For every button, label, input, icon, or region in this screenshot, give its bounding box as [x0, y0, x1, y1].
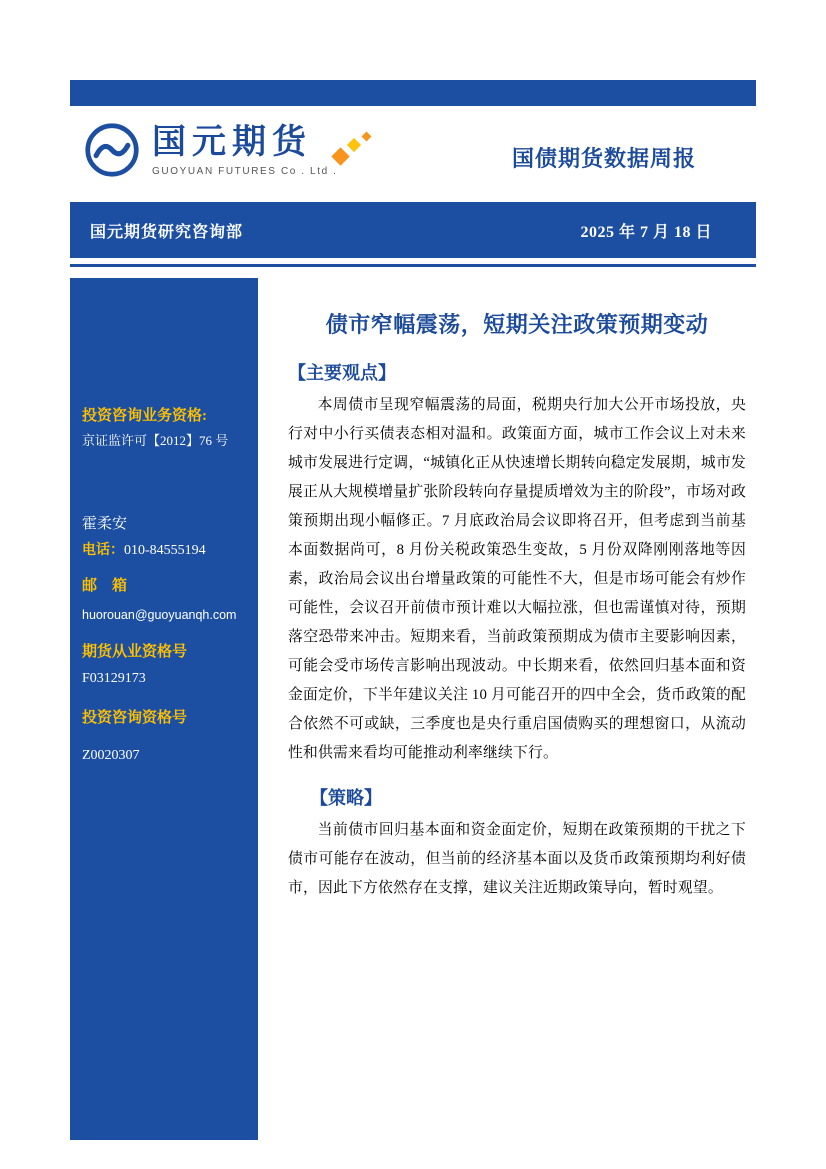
advisor-cert-label: 投资咨询资格号 — [82, 710, 188, 726]
section-heading-strategy: 【策略】 — [310, 788, 382, 808]
report-type-title: 国债期货数据周报 — [511, 146, 696, 171]
diamond-small-orange-icon — [362, 132, 372, 142]
top-accent-bar — [70, 80, 756, 106]
department-bar — [70, 202, 756, 258]
diamond-decoration-icon — [334, 132, 380, 166]
qualification-value: 京证监许可【2012】76 号 — [82, 433, 229, 448]
phone-value: 010-84555194 — [124, 543, 206, 558]
analyst-name: 霍柔安 — [82, 516, 128, 532]
report-header — [70, 106, 756, 202]
department-name: 国元期货研究咨询部 — [90, 223, 244, 241]
sidebar — [70, 278, 258, 1140]
section-heading-main-points: 【主要观点】 — [288, 363, 396, 383]
page-title: 债市窄幅震荡，短期关注政策预期变动 — [325, 312, 709, 337]
company-name-cn: 国元期货 — [152, 123, 312, 161]
company-name-en: GUOYUAN FUTURES Co . Ltd . — [152, 165, 338, 177]
report-date: 2025 年 7 月 18 日 — [580, 223, 712, 241]
main-content — [288, 278, 746, 903]
qualification-label: 投资咨询业务资格: — [82, 408, 207, 424]
diamond-yellow-icon — [347, 138, 361, 152]
diamond-orange-icon — [331, 147, 349, 165]
advisor-cert-value: Z0020307 — [82, 748, 140, 763]
futures-cert-label: 期货从业资格号 — [82, 644, 188, 660]
paragraph-main-points: 本周债市呈现窄幅震荡的局面，税期央行加大公开市场投放，央行对中小行买债表态相对温和。政策面方面，城市工作会议上对未来城市发展进行定调，“城镇化正从快速增长期转向稳定发展期，城市发展正从大规模增量扩张阶段转向存量提质增效为主的阶段”，市场对政策预期出现小幅修正。7 月底政治局会议即将召开，但考虑到当前基本面数据尚可，8 月份关税政策恐生变故，5 月份双降刚刚落地等因素，政治局会议出台增量政策的可能性不大，但是市场可能会有炒作可能性，会议召开前债市预计难以大幅拉涨，但也需谨慎对待，预期落空恐带来冲击。短期来看，当前政策预期成为债市主要影响因素，可能会受市场传言影响出现波动。中长期来看，依然回归基本面和资金面定价，下半年建议关注 10 月可能召开的四中全会，货币政策的配合依然不可或缺，三季度也是央行重启国债购买的理想窗口，从流动性和供需来看均可能推动利率继续下行。 — [288, 397, 746, 761]
divider-line — [70, 264, 756, 267]
futures-cert-value: F03129173 — [82, 671, 146, 686]
company-logo — [84, 122, 338, 178]
phone-line — [82, 541, 246, 561]
guoyuan-logo-icon — [84, 122, 140, 178]
email-label: 邮 箱 — [82, 578, 128, 594]
phone-label: 电话： — [82, 543, 124, 558]
email-value: huorouan@guoyuanqh.com — [82, 608, 237, 622]
paragraph-strategy: 当前债市回归基本面和资金面定价，短期在政策预期的干扰之下债市可能存在波动，但当前的经济基本面以及货币政策预期均利好债市，因此下方依然存在支撑，建议关注近期政策导向，暂时观望。 — [288, 822, 746, 896]
company-name-block — [152, 124, 338, 177]
